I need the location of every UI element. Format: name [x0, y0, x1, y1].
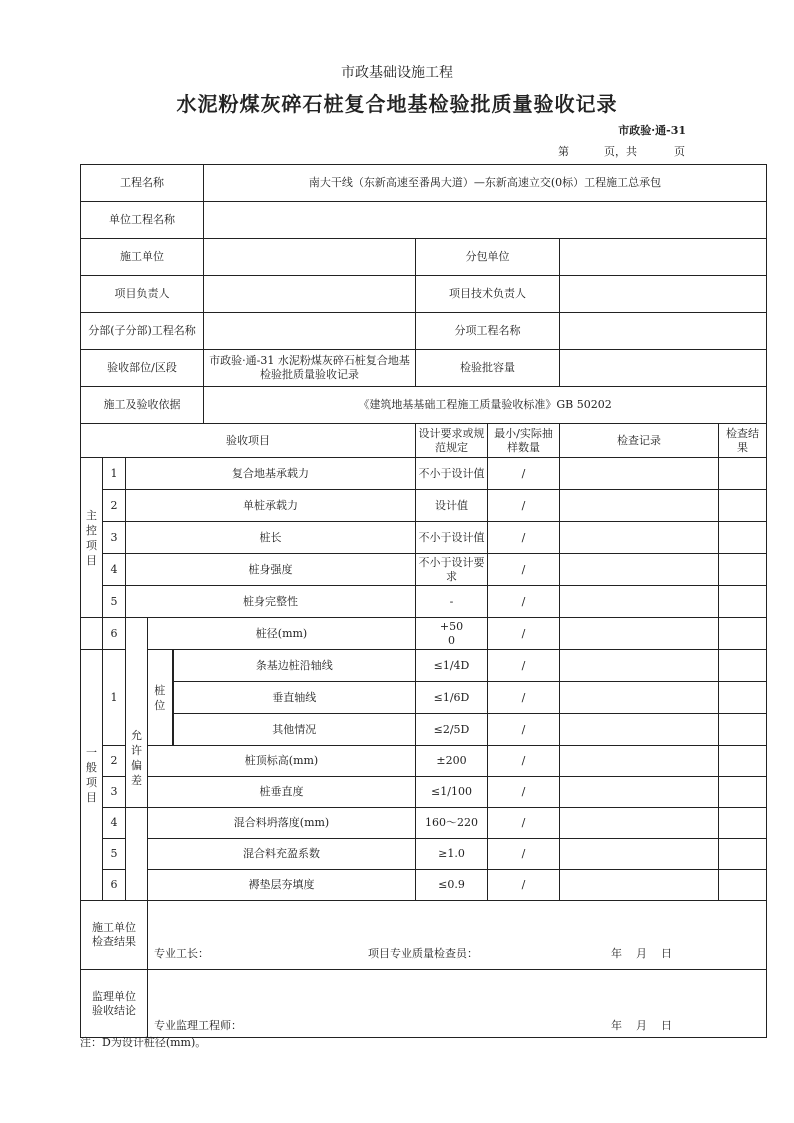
item-name: 复合地基承载力 [126, 458, 416, 490]
date-month-label: 月 [636, 947, 647, 960]
constructor-check-row [81, 901, 767, 970]
general-text: 一般项目 [86, 746, 97, 804]
item-sample[interactable]: / [488, 777, 560, 808]
item-result[interactable] [719, 839, 767, 870]
item-sample[interactable]: / [488, 808, 560, 839]
item-requirement: 不小于设计值 [416, 522, 488, 554]
item-name: 桩垂直度 [148, 777, 416, 808]
req-top: +50 [439, 619, 464, 633]
row-no: 6 [103, 870, 126, 901]
page-label-ye-gong: 页，共 [604, 145, 637, 158]
item-record[interactable] [560, 490, 719, 522]
item-record[interactable] [560, 777, 719, 808]
division-value[interactable] [204, 313, 416, 350]
item-record[interactable] [560, 586, 719, 618]
constructor-check-area[interactable] [148, 901, 767, 970]
table-row [81, 586, 767, 618]
subitem-value[interactable] [560, 313, 767, 350]
row-project-name [81, 165, 767, 202]
date-day-label: 日 [661, 947, 672, 960]
item-requirement [416, 618, 488, 650]
table-row [81, 650, 767, 682]
unit-project-label: 单位工程名称 [81, 202, 204, 239]
item-requirement: ≤1/4D [416, 650, 488, 682]
tech-lead-value[interactable] [560, 276, 767, 313]
date-year-label: 年 [611, 1019, 622, 1032]
row-no: 1 [103, 458, 126, 490]
item-result[interactable] [719, 554, 767, 586]
supervisor-conclusion-area[interactable] [148, 970, 767, 1038]
row-no: 2 [103, 490, 126, 522]
date-year-label: 年 [611, 947, 622, 960]
date-day-label: 日 [661, 1019, 672, 1032]
table-row [81, 714, 767, 746]
row-no: 1 [103, 650, 126, 746]
item-sample[interactable]: / [488, 458, 560, 490]
item-name: 桩身完整性 [126, 586, 416, 618]
page-label-di: 第 [558, 145, 569, 158]
item-record[interactable] [560, 870, 719, 901]
item-record[interactable] [560, 682, 719, 714]
item-record[interactable] [560, 808, 719, 839]
table-row [81, 808, 767, 839]
item-sample[interactable]: / [488, 618, 560, 650]
item-sample[interactable]: / [488, 839, 560, 870]
item-name: 桩长 [126, 522, 416, 554]
tolerance-text: 允许偏差 [131, 728, 142, 787]
item-requirement: 不小于设计值 [416, 458, 488, 490]
item-sample[interactable]: / [488, 586, 560, 618]
footnote: 注：D为设计桩径(mm)。 [80, 1036, 207, 1049]
form-code: 市政验·通-31 [618, 124, 686, 137]
item-record[interactable] [560, 714, 719, 746]
item-name: 褥垫层夯填度 [148, 870, 416, 901]
item-requirement: - [416, 586, 488, 618]
date-month-label: 月 [636, 1019, 647, 1032]
col-header-result: 检查结果 [719, 424, 767, 458]
subcontractor-label: 分包单位 [416, 239, 560, 276]
item-requirement: ≤1/100 [416, 777, 488, 808]
item-record[interactable] [560, 650, 719, 682]
col-header-requirement: 设计要求或规范规定 [416, 424, 488, 458]
item-requirement: ≤2/5D [416, 714, 488, 746]
location-value[interactable]: 市政验·通-31 水泥粉煤灰碎石桩复合地基检验批质量验收记录 [204, 350, 416, 387]
table-row [81, 522, 767, 554]
location-label: 验收部位/区段 [81, 350, 204, 387]
req-bottom: 0 [448, 633, 456, 647]
item-sample[interactable]: / [488, 714, 560, 746]
project-name-label: 工程名称 [81, 165, 204, 202]
inspection-form-table [80, 164, 767, 1038]
project-name-value[interactable]: 南大干线（东新高速至番禺大道）—东新高速立交(0标）工程施工总承包 [204, 165, 767, 202]
table-row [81, 682, 767, 714]
item-result[interactable] [719, 746, 767, 777]
pile-position-label [148, 650, 173, 746]
item-name: 桩身强度 [126, 554, 416, 586]
item-result[interactable] [719, 870, 767, 901]
item-sample[interactable]: / [488, 522, 560, 554]
item-sample[interactable]: / [488, 490, 560, 522]
form-subtitle: 市政基础设施工程 [341, 65, 453, 81]
constructor-check-label [81, 901, 148, 970]
table-row [81, 746, 767, 777]
col-header-record: 检查记录 [560, 424, 719, 458]
table-row [81, 777, 767, 808]
item-sample[interactable]: / [488, 650, 560, 682]
engineer-label: 专业监理工程师： [154, 1019, 242, 1032]
row-location [81, 350, 767, 387]
gap-cell [126, 808, 148, 839]
item-sample[interactable]: / [488, 746, 560, 777]
unit-project-value[interactable] [204, 202, 767, 239]
capacity-label: 检验批容量 [416, 350, 560, 387]
row-no: 2 [103, 746, 126, 777]
pm-value[interactable] [204, 276, 416, 313]
item-record[interactable] [560, 839, 719, 870]
subcontractor-value[interactable] [560, 239, 767, 276]
table-row [81, 618, 767, 650]
table-row [81, 870, 767, 901]
item-requirement: ±200 [416, 746, 488, 777]
form-title: 水泥粉煤灰碎石桩复合地基检验批质量验收记录 [176, 92, 618, 116]
item-result[interactable] [719, 458, 767, 490]
item-record[interactable] [560, 554, 719, 586]
tech-lead-label: 项目技术负责人 [416, 276, 560, 313]
row-constructor [81, 239, 767, 276]
supervisor-conclusion-row [81, 970, 767, 1038]
subitem-label: 分项工程名称 [416, 313, 560, 350]
item-sample[interactable]: / [488, 682, 560, 714]
item-result[interactable] [719, 714, 767, 746]
table-row [81, 554, 767, 586]
constructor-check-text: 施工单位检查结果 [92, 921, 136, 948]
item-record[interactable] [560, 618, 719, 650]
item-requirement: ≤1/6D [416, 682, 488, 714]
item-name: 桩径(mm) [148, 618, 416, 650]
item-sample[interactable]: / [488, 554, 560, 586]
row-no: 5 [103, 586, 126, 618]
row-no: 3 [103, 777, 126, 808]
item-record[interactable] [560, 458, 719, 490]
item-result[interactable] [719, 618, 767, 650]
row-basis [81, 387, 767, 424]
item-result[interactable] [719, 650, 767, 682]
item-result[interactable] [719, 522, 767, 554]
row-no: 4 [103, 808, 126, 839]
table-row [81, 839, 767, 870]
qc-inspector-label: 项目专业质量检查员： [368, 947, 478, 960]
item-name: 条基边桩沿轴线 [173, 650, 416, 682]
col-header-sample: 最小/实际抽样数量 [488, 424, 560, 458]
supervisor-conclusion-label [81, 970, 148, 1038]
item-sample[interactable]: / [488, 870, 560, 901]
pm-label: 项目负责人 [81, 276, 204, 313]
item-name: 混合料充盈系数 [148, 839, 416, 870]
tolerance-label [126, 618, 148, 808]
constructor-value[interactable] [204, 239, 416, 276]
row-no: 4 [103, 554, 126, 586]
basis-label: 施工及验收依据 [81, 387, 204, 424]
supervisor-conclusion-text: 监理单位验收结论 [92, 989, 136, 1017]
item-requirement: ≤0.9 [416, 870, 488, 901]
item-result[interactable] [719, 586, 767, 618]
table-row [81, 458, 767, 490]
row-no: 3 [103, 522, 126, 554]
item-name: 混合料坍落度(mm) [148, 808, 416, 839]
row-unit-project [81, 202, 767, 239]
division-label: 分部(子分部)工程名称 [81, 313, 204, 350]
item-requirement: 设计值 [416, 490, 488, 522]
item-requirement: ≥1.0 [416, 839, 488, 870]
capacity-value[interactable] [560, 350, 767, 387]
item-requirement: 160～220 [416, 808, 488, 839]
item-result[interactable] [719, 808, 767, 839]
pile-position-text: 桩位 [154, 683, 166, 712]
gap-cell [126, 839, 148, 870]
column-header-row [81, 424, 767, 458]
page-label-ye: 页 [674, 145, 685, 158]
item-name: 单桩承载力 [126, 490, 416, 522]
item-name: 其他情况 [173, 714, 416, 746]
item-name: 桩顶标高(mm) [148, 746, 416, 777]
item-record[interactable] [560, 522, 719, 554]
basis-value[interactable]: 《建筑地基基础工程施工质量验收标准》GB 50202 [204, 387, 767, 424]
row-no: 6 [103, 618, 126, 650]
row-no: 5 [103, 839, 126, 870]
item-name: 垂直轴线 [173, 682, 416, 714]
item-requirement: 不小于设计要求 [416, 554, 488, 586]
main-control-label [81, 458, 103, 618]
general-label [81, 650, 103, 901]
col-header-item: 验收项目 [81, 424, 416, 458]
foreman-label: 专业工长： [154, 947, 209, 960]
main-control-text: 主控项目 [86, 508, 97, 567]
item-result[interactable] [719, 777, 767, 808]
table-row [81, 490, 767, 522]
gap-cell [81, 618, 103, 650]
item-record[interactable] [560, 746, 719, 777]
constructor-label: 施工单位 [81, 239, 204, 276]
item-result[interactable] [719, 490, 767, 522]
item-result[interactable] [719, 682, 767, 714]
gap-cell [126, 870, 148, 901]
row-division [81, 313, 767, 350]
row-pm [81, 276, 767, 313]
